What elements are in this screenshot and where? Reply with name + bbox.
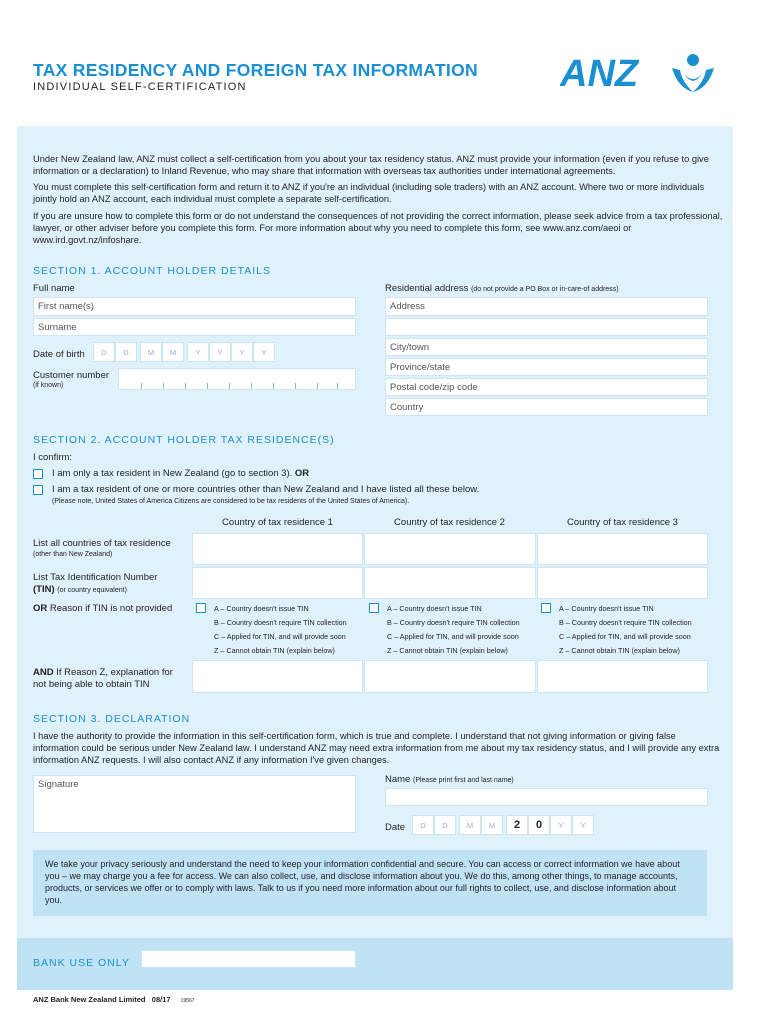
reason-c-label: C – Applied for TIN, and will provide soon [214, 632, 346, 641]
dob-digit[interactable]: Y [231, 342, 253, 362]
form-title: TAX RESIDENCY AND FOREIGN TAX INFORMATION [33, 60, 478, 80]
reason-a-label: A – Country doesn't issue TIN [214, 604, 309, 613]
other-countries-label: I am a tax resident of one or more countries other than New Zealand and I have listed all these below. [52, 484, 480, 495]
surname-field[interactable]: Surname [33, 318, 356, 336]
dob-digit[interactable]: Y [253, 342, 275, 362]
only-nz-checkbox[interactable] [33, 469, 43, 479]
date-digit[interactable]: D [412, 815, 434, 835]
date-digit[interactable]: D [434, 815, 456, 835]
footer [33, 995, 195, 1004]
dob-digit[interactable]: M [162, 342, 184, 362]
reason-a-checkbox[interactable] [196, 603, 206, 613]
country-field[interactable]: Country [385, 398, 708, 416]
country-cell[interactable] [537, 533, 708, 565]
dob-label: Date of birth [33, 349, 85, 360]
postal-code-field[interactable]: Postal code/zip code [385, 378, 708, 396]
explanation-row-label-2: not being able to obtain TIN [33, 679, 150, 690]
address-line-2-field[interactable] [385, 318, 708, 336]
name-label: Name (Please print first and last name) [385, 774, 514, 785]
section2-heading: SECTION 2. ACCOUNT HOLDER TAX RESIDENCE(S) [33, 434, 335, 446]
confirm-label: I confirm: [33, 452, 73, 463]
anz-logo-text: ANZ [560, 53, 639, 95]
footer-version: 08/17 [151, 995, 171, 1004]
reason-z-label: Z – Cannot obtain TIN (explain below) [387, 646, 508, 655]
customer-number-note: (if known) [33, 382, 64, 389]
country-cell[interactable] [192, 533, 363, 565]
reason-a-checkbox[interactable] [369, 603, 379, 613]
reason-c-label: C – Applied for TIN, and will provide soon [387, 632, 519, 641]
explanation-cell[interactable] [537, 660, 708, 693]
dob-digit[interactable]: D [115, 342, 137, 362]
date-digit[interactable]: Y [550, 815, 572, 835]
date-digit[interactable]: Y [572, 815, 594, 835]
tin-cell[interactable] [192, 567, 363, 599]
intro-paragraph-2: You must complete this self-certification form and return it to ANZ if you're an individual (including sole traders) with an ANZ account. Where two or more individuals jointly hold an ANZ account, each individual must complete a separate self-certification. [33, 182, 705, 205]
only-nz-label: I am only a tax resident in New Zealand (go to section 3). OR [52, 468, 310, 479]
province-field[interactable]: Province/state [385, 358, 708, 376]
dob-digit[interactable]: Y [209, 342, 231, 362]
dob-digit[interactable]: Y [187, 342, 209, 362]
column-header: Country of tax residence 1 [222, 517, 333, 528]
other-countries-checkbox[interactable] [33, 485, 43, 495]
full-name-label: Full name [33, 283, 75, 294]
dob-digit[interactable]: M [140, 342, 162, 362]
date-digit[interactable]: M [481, 815, 503, 835]
explanation-row-label: AND If Reason Z, explanation for [33, 667, 173, 678]
reason-b-label: B – Country doesn't require TIN collection [387, 618, 520, 627]
usa-note: (Please note, United States of America Citizens are considered to be tax residents of the United States of America). [52, 498, 410, 505]
footer-company: ANZ Bank New Zealand Limited [33, 995, 146, 1004]
form-subtitle: INDIVIDUAL SELF-CERTIFICATION [33, 81, 247, 93]
column-header: Country of tax residence 3 [567, 517, 678, 528]
anz-logo [560, 48, 715, 98]
reason-a-label: A – Country doesn't issue TIN [387, 604, 482, 613]
section1-heading: SECTION 1. ACCOUNT HOLDER DETAILS [33, 265, 271, 277]
customer-number-label: Customer number [33, 370, 110, 381]
reason-a-label: A – Country doesn't issue TIN [559, 604, 654, 613]
reason-c-label: C – Applied for TIN, and will provide soon [559, 632, 691, 641]
tin-cell[interactable] [537, 567, 708, 599]
footer-code: 19567 [180, 998, 195, 1004]
reason-row-label: OR Reason if TIN is not provided [33, 603, 173, 614]
signature-field[interactable]: Signature [33, 775, 356, 833]
reason-b-label: B – Country doesn't require TIN collection [559, 618, 692, 627]
section3-heading: SECTION 3. DECLARATION [33, 713, 191, 725]
date-digit[interactable]: M [459, 815, 481, 835]
dob-digits[interactable] [93, 342, 275, 362]
privacy-notice: We take your privacy seriously and understand the need to keep your information confidential and secure. You can access or correct information we have about you – we may charge you a fee for access. We can also collect, use, and disclose information about you. We do this, among other things, to manage accounts, products, or services we offer or to comply with laws. Talk to us if you need more information about our full rights to collect, use, and disclose information about you. [33, 850, 707, 916]
country-cell[interactable] [364, 533, 536, 565]
reason-z-label: Z – Cannot obtain TIN (explain below) [214, 646, 335, 655]
date-digits[interactable] [412, 815, 594, 835]
countries-row-note: (other than New Zealand) [33, 551, 113, 558]
tin-cell[interactable] [364, 567, 536, 599]
column-header: Country of tax residence 2 [394, 517, 505, 528]
residential-address-label: Residential address (do not provide a PO Box or in-care-of address) [385, 283, 619, 294]
explanation-cell[interactable] [192, 660, 363, 693]
address-field[interactable]: Address [385, 297, 708, 316]
date-digit[interactable]: 2 [506, 815, 528, 835]
explanation-cell[interactable] [364, 660, 536, 693]
declaration-text: I have the authority to provide the information in this self-certification form, which is true and complete. I understand that not giving information or giving false information could be serious under New Zealand law. I understand ANZ may need extra information from me about my tax residency status, and I will provide any extra information ANZ requests. I will also contact ANZ if any information I've given changes. [33, 731, 720, 766]
reason-b-label: B – Country doesn't require TIN collection [214, 618, 347, 627]
countries-row-label: List all countries of tax residence [33, 538, 171, 549]
anz-people-icon [672, 54, 714, 92]
bank-use-field[interactable] [141, 950, 356, 968]
first-name-field[interactable]: First name(s) [33, 297, 356, 316]
intro-paragraph-1: Under New Zealand law, ANZ must collect a self-certification from you about your tax residency status. ANZ must provide your information (even if you refuse to give information or a declaration) to Inland Revenue, who may share that information with overseas tax authorities under international agreements. [33, 154, 709, 177]
name-field[interactable] [385, 788, 708, 806]
tin-row-label: List Tax Identification Number [33, 572, 158, 583]
dob-digit[interactable]: D [93, 342, 115, 362]
city-field[interactable]: City/town [385, 338, 708, 356]
customer-number-field[interactable] [118, 368, 356, 390]
tin-row-label-b: (TIN) (or country equivalent) [33, 584, 127, 595]
reason-z-label: Z – Cannot obtain TIN (explain below) [559, 646, 680, 655]
date-label: Date [385, 822, 406, 833]
bank-use-label: BANK USE ONLY [33, 957, 130, 969]
date-digit[interactable]: 0 [528, 815, 550, 835]
intro-paragraph-3: If you are unsure how to complete this form or do not understand the consequences of not providing the correct information, please seek advice from a tax professional, lawyer, or other adviser before you complete this form. For more information about why you need to complete this form, see www.anz.com/aeoi or www.ird.govt.nz/infoshare. [33, 211, 723, 246]
reason-a-checkbox[interactable] [541, 603, 551, 613]
